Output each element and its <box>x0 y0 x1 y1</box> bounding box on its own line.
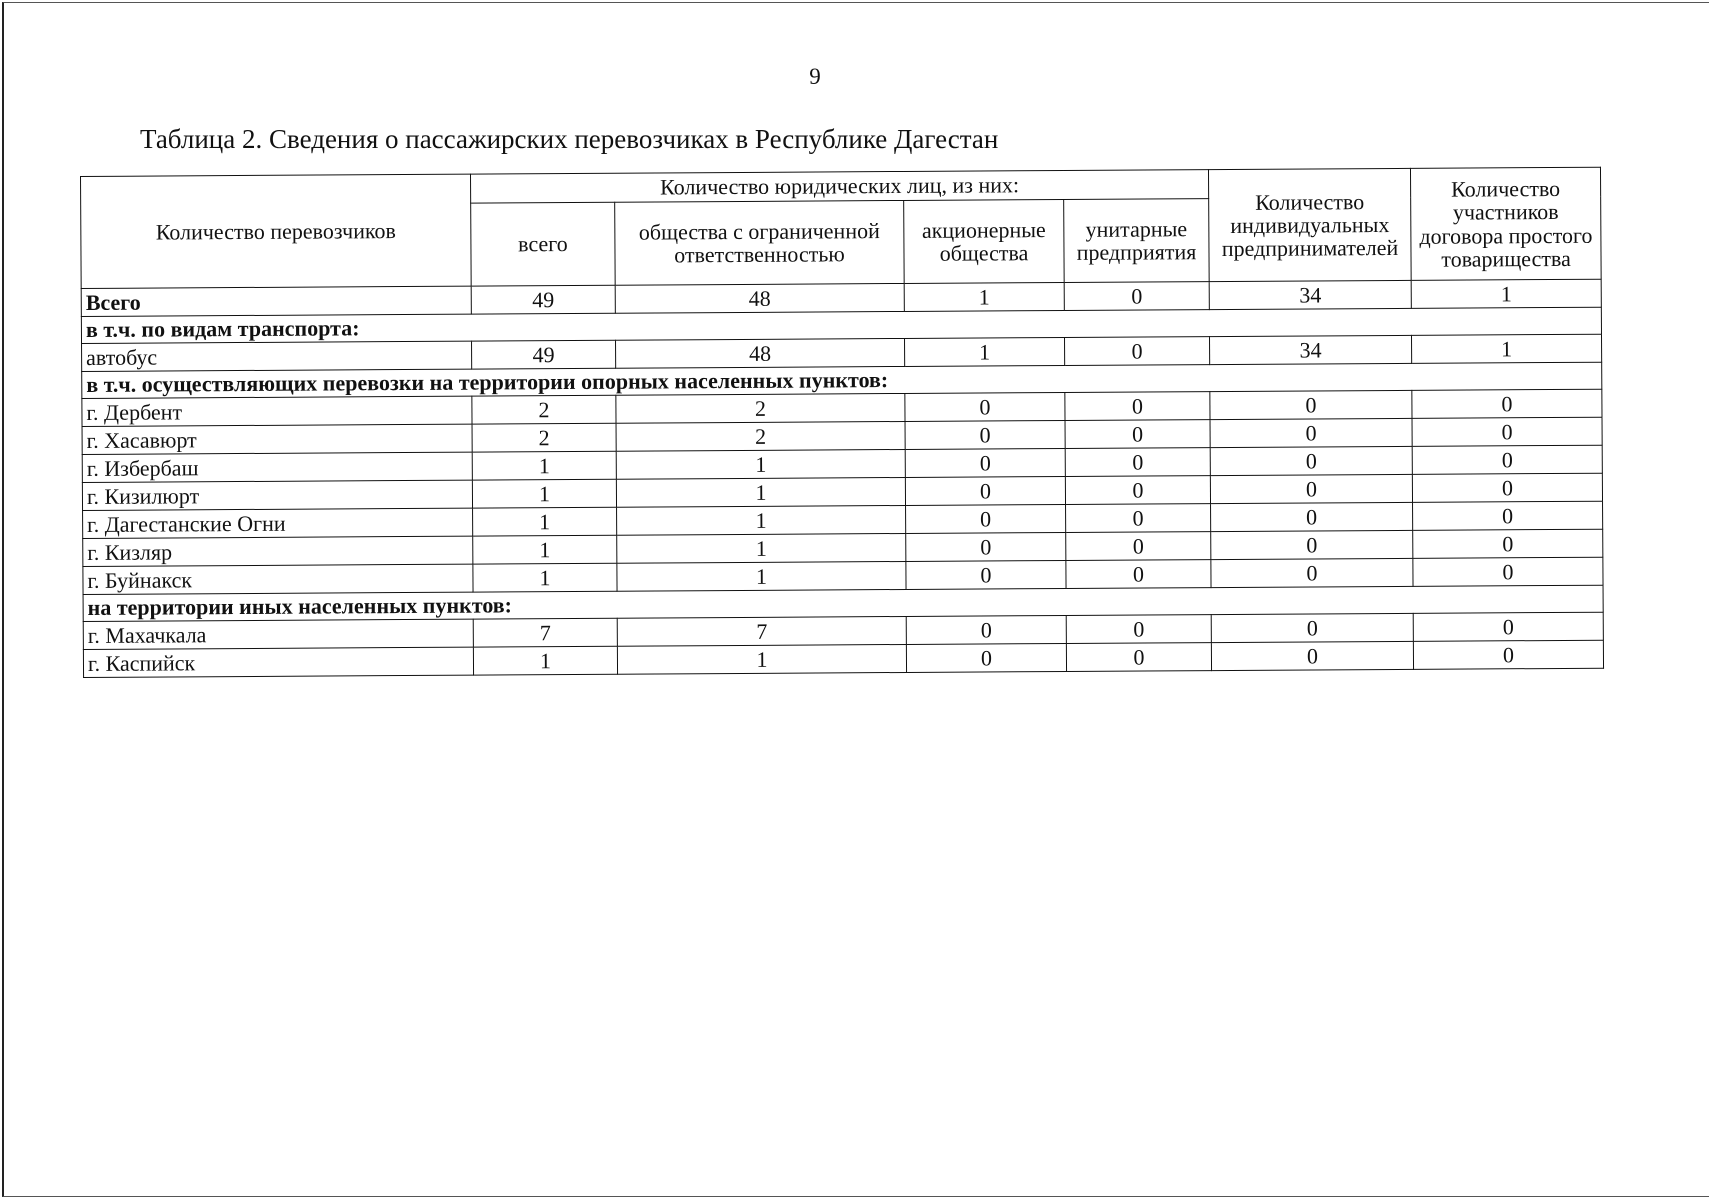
cell-jsc: 0 <box>906 504 1066 533</box>
header-total: всего <box>471 202 616 286</box>
section-support: в т.ч. осуществляющих перевозки на территории опорных населенных пунктов: <box>82 362 1602 398</box>
cell-llc: 48 <box>616 338 905 368</box>
cell-total: 1 <box>473 563 617 592</box>
cell-unitary: 0 <box>1066 615 1211 644</box>
row-label: автобус <box>82 341 472 371</box>
cell-individual: 0 <box>1211 641 1413 670</box>
table-title: Таблица 2. Сведения о пассажирских перевозчиках в Республике Дагестан <box>140 124 999 154</box>
cell-jsc: 0 <box>906 532 1066 561</box>
cell-unitary: 0 <box>1064 282 1209 311</box>
cell-llc: 1 <box>617 533 906 563</box>
header-unitary: унитарные предприятия <box>1064 199 1210 283</box>
cell-llc: 1 <box>616 477 905 507</box>
cell-jsc: 1 <box>905 337 1065 366</box>
section-other: на территории иных населенных пунктов: <box>83 585 1603 621</box>
cell-partnership: 0 <box>1412 473 1602 502</box>
cell-total: 7 <box>473 618 617 647</box>
page-number: 9 <box>809 64 821 89</box>
cell-individual: 34 <box>1209 280 1411 309</box>
header-llc: общества с ограниченной ответственностью <box>615 200 905 285</box>
cell-llc: 7 <box>617 616 906 646</box>
cell-individual: 0 <box>1211 530 1413 559</box>
cell-individual: 0 <box>1211 558 1413 587</box>
row-label: г. Буйнакск <box>83 564 473 594</box>
cell-partnership: 0 <box>1413 529 1603 558</box>
cell-individual: 0 <box>1210 446 1412 475</box>
cell-llc: 1 <box>617 505 906 535</box>
cell-llc: 48 <box>615 283 904 313</box>
cell-individual: 0 <box>1211 502 1413 531</box>
row-label: г. Дербент <box>82 396 472 426</box>
cell-jsc: 0 <box>905 476 1065 505</box>
cell-unitary: 0 <box>1066 560 1211 589</box>
row-label: Всего <box>81 286 471 316</box>
cell-jsc: 0 <box>905 420 1065 449</box>
cell-individual: 0 <box>1211 613 1413 642</box>
cell-llc: 1 <box>617 561 906 591</box>
cell-total: 1 <box>473 646 617 675</box>
cell-llc: 1 <box>616 449 905 479</box>
cell-unitary: 0 <box>1065 337 1210 366</box>
row-label: г. Кизилюрт <box>82 480 472 510</box>
cell-jsc: 1 <box>904 282 1064 311</box>
cell-jsc: 0 <box>906 560 1066 589</box>
cell-jsc: 0 <box>906 643 1066 672</box>
cell-unitary: 0 <box>1065 420 1210 449</box>
cell-jsc: 0 <box>905 448 1065 477</box>
header-partnership: Количество участников договора простого товарищества <box>1411 167 1602 280</box>
cell-unitary: 0 <box>1065 392 1210 421</box>
cell-partnership: 0 <box>1413 557 1603 586</box>
cell-partnership: 0 <box>1412 389 1602 418</box>
cell-partnership: 0 <box>1413 640 1603 669</box>
cell-total: 1 <box>472 451 616 480</box>
row-label: г. Хасавюрт <box>82 424 472 454</box>
cell-partnership: 1 <box>1412 334 1602 363</box>
section-transport: в т.ч. по видам транспорта: <box>81 307 1601 343</box>
cell-partnership: 0 <box>1413 612 1603 641</box>
row-label: г. Махачкала <box>83 619 473 649</box>
cell-unitary: 0 <box>1065 448 1210 477</box>
carriers-table <box>80 167 1604 678</box>
cell-jsc: 0 <box>906 615 1066 644</box>
cell-individual: 34 <box>1210 335 1412 364</box>
cell-partnership: 0 <box>1412 445 1602 474</box>
cell-jsc: 0 <box>905 392 1065 421</box>
cell-partnership: 1 <box>1411 279 1601 308</box>
cell-partnership: 0 <box>1412 417 1602 446</box>
cell-total: 1 <box>473 507 617 536</box>
cell-unitary: 0 <box>1066 532 1211 561</box>
header-jsc: акционерные общества <box>904 199 1065 283</box>
cell-total: 49 <box>471 285 615 314</box>
cell-total: 2 <box>472 423 616 452</box>
header-individual: Количество индивидуальных предпринимателей <box>1209 168 1412 281</box>
cell-total: 1 <box>473 535 617 564</box>
header-legal-entities: Количество юридических лиц, из них: <box>470 170 1208 204</box>
cell-llc: 2 <box>616 393 905 423</box>
row-label: г. Дагестанские Огни <box>83 508 473 538</box>
cell-unitary: 0 <box>1066 643 1211 672</box>
cell-total: 1 <box>472 479 616 508</box>
header-carriers: Количество перевозчиков <box>81 174 472 288</box>
cell-partnership: 0 <box>1413 501 1603 530</box>
cell-total: 2 <box>472 395 616 424</box>
cell-individual: 0 <box>1210 418 1412 447</box>
cell-unitary: 0 <box>1066 504 1211 533</box>
row-label: г. Избербаш <box>82 452 472 482</box>
row-label: г. Кизляр <box>83 536 473 566</box>
cell-llc: 2 <box>616 421 905 451</box>
cell-llc: 1 <box>617 644 906 674</box>
cell-unitary: 0 <box>1065 476 1210 505</box>
cell-individual: 0 <box>1210 390 1412 419</box>
cell-total: 49 <box>472 340 616 369</box>
row-label: г. Каспийск <box>83 647 473 677</box>
cell-individual: 0 <box>1210 474 1412 503</box>
